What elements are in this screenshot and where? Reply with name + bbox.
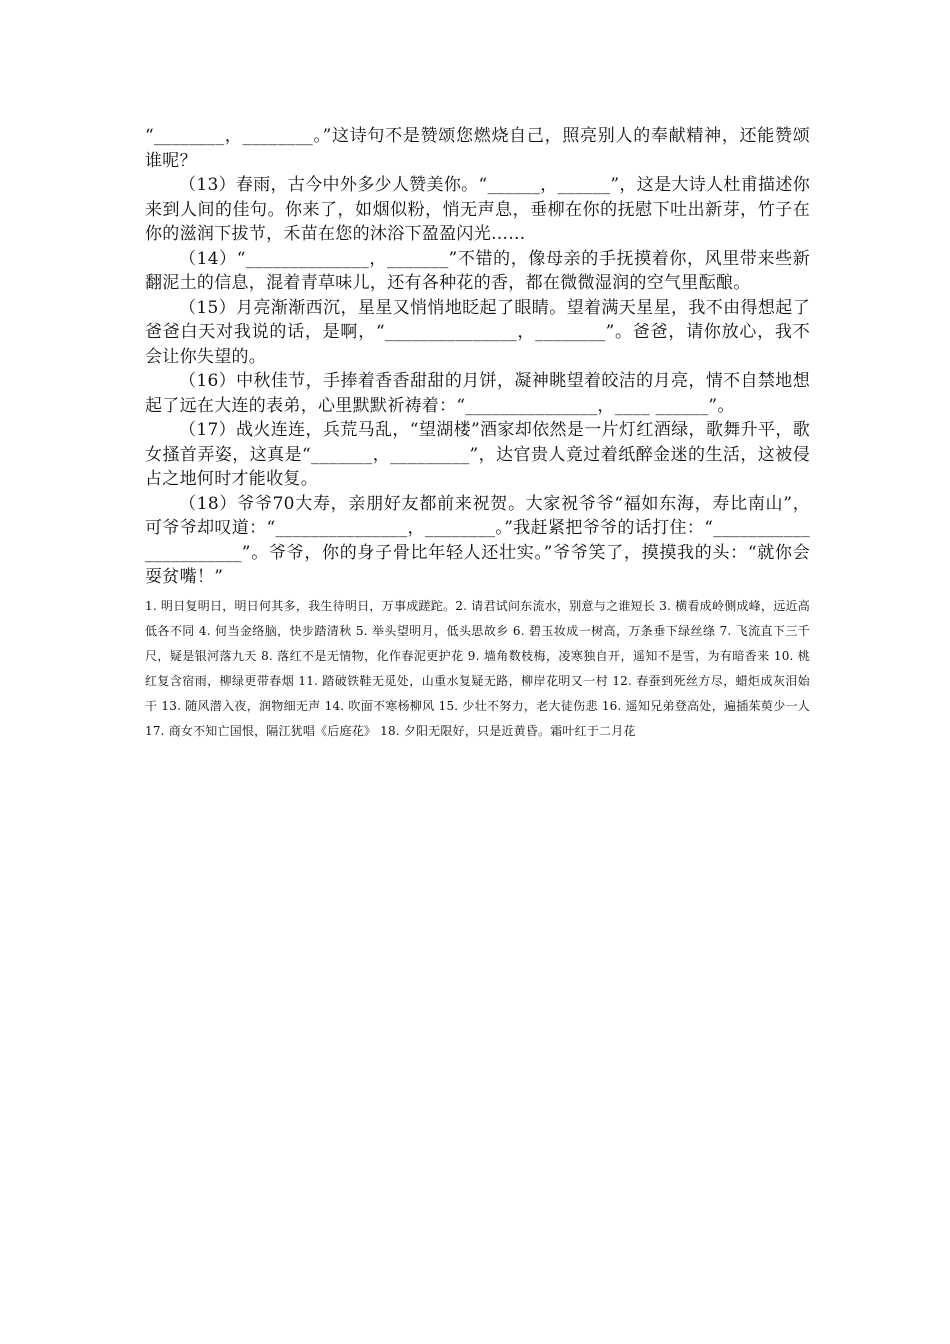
question-13: （13）春雨，古今中外多少人赞美你。“______，______”，这是大诗人杜甫描述你来到人间的佳句。你来了，如烟似粉，悄无声息，垂柳在你的抚慰下吐出新芽，竹子在你的滋润下拔节，禾苗在您的沐浴下盈盈闪光…… [145,175,810,244]
question-14: （14）“______________，_______”不错的，像母亲的手抚摸着你，风里带来些新翻泥土的信息，混着青草味儿，还有各种花的香，都在微微湿润的空气里酝酿。 [145,248,810,293]
question-17: （17）战火连连，兵荒马乱，“望湖楼”酒家却依然是一片灯红酒绿，歌舞升平，歌女搔首弄姿，这真是“_______，_________”，达官贵人竟过着纸醉金迷的生活，这被侵占之地何时才能收复。 [145,420,810,489]
paragraph-12-continuation: “________，________。”这诗句不是赞颂您燃烧自己，照亮别人的奉献精神，还能赞颂谁呢？ [145,126,810,171]
question-16: （16）中秋佳节，手捧着香香甜甜的月饼，凝神眺望着皎洁的月亮，情不自禁地想起了远在大连的表弟，心里默默祈祷着：“_______________，____ ______”。 [145,371,810,416]
question-15: （15）月亮渐渐西沉，星星又悄悄地眨起了眼睛。望着满天星星，我不由得想起了爸爸白天对我说的话，是啊，“_______________，________”。爸爸，请你放心，我不会让你失望的。 [145,297,810,367]
document-body [145,124,810,756]
question-18: （18）爷爷70大寿，亲朋好友都前来祝贺。大家祝爷爷“福如东海，寿比南山”，可爷爷却叹道：“_______________，________。”我赶紧把爷爷的话打住：“______________________”。爷爷，你的身子骨比年轻人还壮实。”爷爷笑了，摸摸我的头：“就你会耍贫嘴！” [145,493,810,587]
answer-key: 1. 明日复明日，明日何其多，我生待明日，万事成蹉跎。2. 请君试问东流水，别意与之谁短长 3. 横看成岭侧成峰，远近高低各不同 4. 何当金络脑，快步踏清秋 5. 举头望明月，低头思故乡 6. 碧玉妆成一树高，万条垂下绿丝绦 7. 飞流直下三千尺，疑是银河落九天 8. 落红不是无情物，化作春泥更护花 9. 墙角数枝梅，凌寒独自开，遥知不是雪，为有暗香来 10. 桃红复含宿雨，柳绿更带春烟 11. 踏破铁鞋无觅处，山重水复疑无路，柳岸花明又一村 12. 春蚕到死丝方尽，蜡炬成灰泪始干 13. 随风潜入夜，润物细无声 14. 吹面不寒杨柳风 15. 少壮不努力，老大徒伤悲 16. 遥知兄弟登高处，遍插茱萸少一人 17. 商女不知亡国恨，隔江犹唱《后庭花》 18. 夕阳无限好，只是近黄昏。霜叶红于二月花 [145,598,810,738]
